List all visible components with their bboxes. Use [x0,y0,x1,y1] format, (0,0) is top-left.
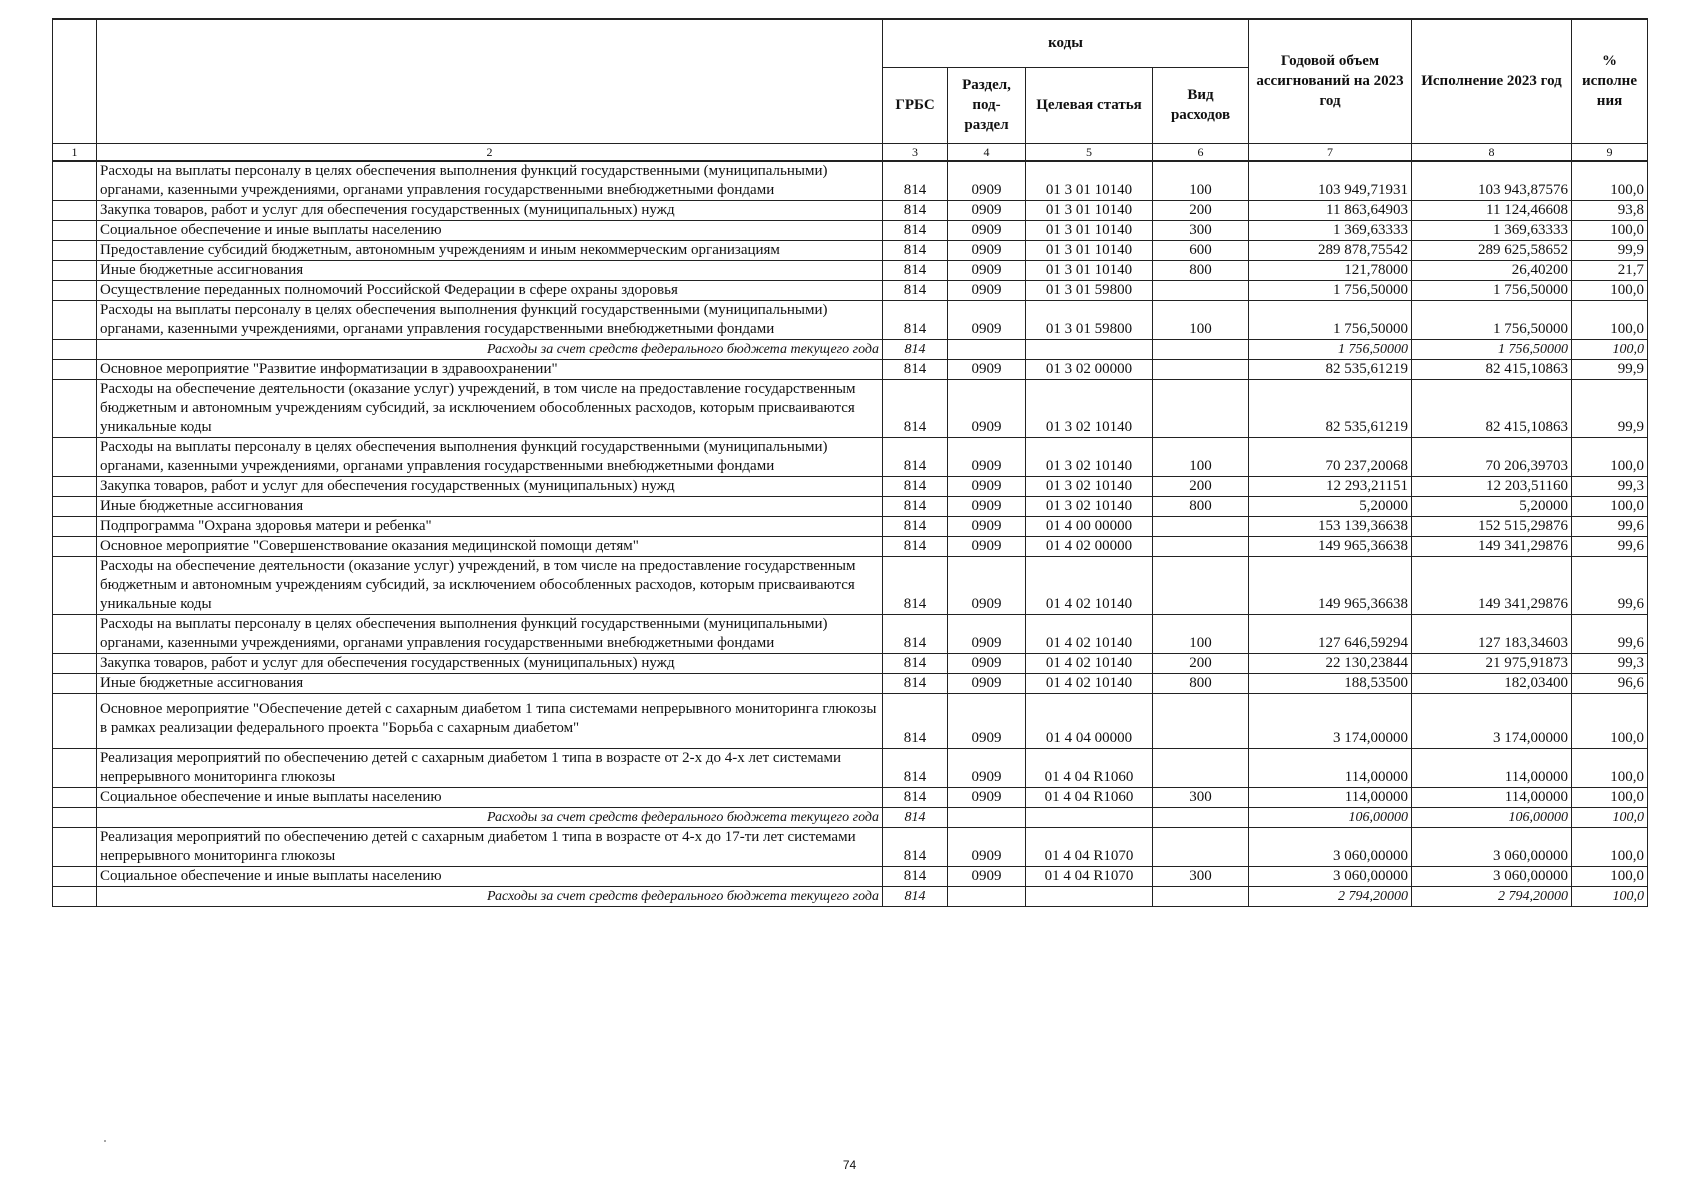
cell-vid [1153,379,1249,437]
cell-razdel: 0909 [948,536,1026,556]
table-row [53,260,1648,280]
cell-percent: 99,6 [1572,556,1648,614]
header-annual-volume: Годовой объем ассигнований на 2023 год [1249,19,1412,143]
cell-percent: 99,3 [1572,476,1648,496]
cell-vid: 200 [1153,653,1249,673]
cell-tselevaya [1026,886,1153,906]
cell-num [53,807,97,827]
cell-razdel [948,339,1026,359]
header-tselevaya: Целевая статья [1026,67,1153,143]
cell-num [53,556,97,614]
cell-percent: 100,0 [1572,693,1648,748]
cell-vid: 300 [1153,866,1249,886]
cell-execution: 1 756,50000 [1412,280,1572,300]
cell-vid: 100 [1153,300,1249,339]
page-number: 74 [842,1158,857,1172]
cell-tselevaya: 01 3 02 10140 [1026,496,1153,516]
table-row [53,240,1648,260]
cell-expense-name: Социальное обеспечение и иные выплаты населению [97,220,883,240]
cell-percent: 99,6 [1572,516,1648,536]
table-row [53,673,1648,693]
cell-percent: 99,3 [1572,653,1648,673]
cell-execution: 11 124,46608 [1412,200,1572,220]
cell-num [53,886,97,906]
table-row [53,614,1648,653]
cell-razdel: 0909 [948,280,1026,300]
cell-execution: 127 183,34603 [1412,614,1572,653]
cell-num [53,359,97,379]
cell-razdel: 0909 [948,240,1026,260]
cell-execution: 114,00000 [1412,748,1572,787]
cell-num [53,339,97,359]
cell-tselevaya [1026,339,1153,359]
cell-percent: 100,0 [1572,437,1648,476]
cell-grbs: 814 [883,496,948,516]
cell-execution: 26,40200 [1412,260,1572,280]
cell-percent: 99,6 [1572,536,1648,556]
cell-vid [1153,536,1249,556]
cell-vid: 200 [1153,200,1249,220]
cell-vid [1153,556,1249,614]
cell-grbs: 814 [883,556,948,614]
cell-vid [1153,886,1249,906]
cell-tselevaya: 01 3 01 59800 [1026,280,1153,300]
cell-annual-volume: 3 174,00000 [1249,693,1412,748]
cell-percent: 99,6 [1572,614,1648,653]
cell-expense-name: Расходы на выплаты персоналу в целях обеспечения выполнения функций государственными (муниципальными) органами, казенными учреждениями, органами управления государственными внебюджетными фондами [97,437,883,476]
header-blank-col1 [53,19,97,143]
column-number: 1 [53,143,97,161]
cell-num [53,673,97,693]
cell-annual-volume: 82 535,61219 [1249,359,1412,379]
cell-expense-name: Иные бюджетные ассигнования [97,673,883,693]
cell-grbs: 814 [883,516,948,536]
cell-razdel: 0909 [948,379,1026,437]
table-row [53,359,1648,379]
cell-grbs: 814 [883,536,948,556]
column-number: 6 [1153,143,1249,161]
table-row [53,748,1648,787]
cell-expense-name: Социальное обеспечение и иные выплаты населению [97,866,883,886]
cell-annual-volume: 5,20000 [1249,496,1412,516]
cell-tselevaya: 01 4 04 R1060 [1026,787,1153,807]
cell-grbs: 814 [883,280,948,300]
cell-percent: 21,7 [1572,260,1648,280]
cell-grbs: 814 [883,614,948,653]
cell-annual-volume: 188,53500 [1249,673,1412,693]
cell-expense-name: Расходы на выплаты персоналу в целях обеспечения выполнения функций государственными (муниципальными) органами, казенными учреждениями, органами управления государственными внебюджетными фондами [97,614,883,653]
cell-percent: 100,0 [1572,866,1648,886]
cell-vid [1153,807,1249,827]
cell-execution: 21 975,91873 [1412,653,1572,673]
column-number-row [53,143,1648,161]
header-razdel: Раздел, под-раздел [948,67,1026,143]
table-row [53,496,1648,516]
cell-vid: 800 [1153,496,1249,516]
cell-execution: 289 625,58652 [1412,240,1572,260]
cell-execution: 5,20000 [1412,496,1572,516]
cell-percent: 100,0 [1572,748,1648,787]
cell-expense-name: Расходы на обеспечение деятельности (оказание услуг) учреждений, в том числе на предоставление государственным бюджетным и автономным учреждениям субсидий, за исключением обособленных расходов, которым присваиваются уникальные коды [97,556,883,614]
cell-num [53,161,97,201]
cell-grbs: 814 [883,339,948,359]
cell-num [53,693,97,748]
cell-annual-volume: 289 878,75542 [1249,240,1412,260]
cell-razdel: 0909 [948,787,1026,807]
cell-execution: 3 060,00000 [1412,866,1572,886]
cell-vid [1153,339,1249,359]
cell-num [53,200,97,220]
cell-annual-volume: 82 535,61219 [1249,379,1412,437]
cell-execution: 149 341,29876 [1412,556,1572,614]
cell-expense-name: Закупка товаров, работ и услуг для обеспечения государственных (муниципальных) нужд [97,200,883,220]
header-grbs: ГРБС [883,67,948,143]
column-number: 7 [1249,143,1412,161]
cell-expense-name: Основное мероприятие "Обеспечение детей с сахарным диабетом 1 типа системами непрерывного мониторинга глюкозы в рамках реализации федерального проекта "Борьба с сахарным диабетом" [97,693,883,748]
cell-annual-volume: 22 130,23844 [1249,653,1412,673]
cell-vid: 100 [1153,437,1249,476]
cell-annual-volume: 70 237,20068 [1249,437,1412,476]
cell-annual-volume: 103 949,71931 [1249,161,1412,201]
table-body [53,161,1648,907]
column-number: 4 [948,143,1026,161]
cell-grbs: 814 [883,653,948,673]
column-number: 5 [1026,143,1153,161]
cell-percent: 100,0 [1572,300,1648,339]
cell-num [53,653,97,673]
cell-tselevaya: 01 4 04 00000 [1026,693,1153,748]
table-row [53,161,1648,201]
cell-grbs: 814 [883,476,948,496]
cell-percent: 100,0 [1572,339,1648,359]
cell-razdel [948,807,1026,827]
cell-percent: 99,9 [1572,359,1648,379]
cell-vid: 300 [1153,787,1249,807]
federal-budget-row [53,339,1648,359]
federal-budget-row [53,807,1648,827]
cell-execution: 149 341,29876 [1412,536,1572,556]
table-row [53,437,1648,476]
cell-grbs: 814 [883,359,948,379]
cell-annual-volume: 1 369,63333 [1249,220,1412,240]
cell-num [53,516,97,536]
cell-num [53,300,97,339]
cell-tselevaya: 01 3 02 00000 [1026,359,1153,379]
cell-grbs: 814 [883,161,948,201]
cell-grbs: 814 [883,748,948,787]
cell-razdel: 0909 [948,556,1026,614]
cell-expense-name: Иные бюджетные ассигнования [97,496,883,516]
table-header [53,19,1648,161]
cell-expense-name: Подпрограмма "Охрана здоровья матери и ребенка" [97,516,883,536]
cell-tselevaya: 01 4 02 10140 [1026,614,1153,653]
cell-num [53,748,97,787]
budget-table-container [52,18,1647,907]
cell-num [53,437,97,476]
cell-expense-name: Расходы за счет средств федерального бюджета текущего года [97,886,883,906]
cell-tselevaya: 01 4 02 10140 [1026,673,1153,693]
cell-grbs: 814 [883,807,948,827]
cell-vid: 100 [1153,161,1249,201]
cell-percent: 100,0 [1572,787,1648,807]
cell-execution: 152 515,29876 [1412,516,1572,536]
cell-execution: 12 203,51160 [1412,476,1572,496]
cell-num [53,379,97,437]
table-row [53,787,1648,807]
cell-annual-volume: 11 863,64903 [1249,200,1412,220]
cell-tselevaya: 01 4 04 R1070 [1026,827,1153,866]
cell-execution: 82 415,10863 [1412,359,1572,379]
cell-tselevaya [1026,807,1153,827]
cell-num [53,260,97,280]
cell-num [53,827,97,866]
cell-tselevaya: 01 4 04 R1070 [1026,866,1153,886]
cell-vid [1153,359,1249,379]
cell-annual-volume: 149 965,36638 [1249,556,1412,614]
cell-percent: 100,0 [1572,220,1648,240]
cell-grbs: 814 [883,200,948,220]
cell-tselevaya: 01 3 01 10140 [1026,200,1153,220]
cell-grbs: 814 [883,437,948,476]
cell-razdel: 0909 [948,866,1026,886]
column-number: 3 [883,143,948,161]
cell-expense-name: Расходы на выплаты персоналу в целях обеспечения выполнения функций государственными (муниципальными) органами, казенными учреждениями, органами управления государственными внебюджетными фондами [97,161,883,201]
cell-grbs: 814 [883,866,948,886]
cell-grbs: 814 [883,673,948,693]
cell-grbs: 814 [883,787,948,807]
column-number: 9 [1572,143,1648,161]
table-row [53,516,1648,536]
cell-percent: 100,0 [1572,886,1648,906]
table-row [53,536,1648,556]
cell-percent: 99,9 [1572,240,1648,260]
cell-percent: 93,8 [1572,200,1648,220]
cell-razdel: 0909 [948,748,1026,787]
cell-num [53,280,97,300]
cell-expense-name: Основное мероприятие "Совершенствование оказания медицинской помощи детям" [97,536,883,556]
cell-annual-volume: 121,78000 [1249,260,1412,280]
cell-tselevaya: 01 3 02 10140 [1026,476,1153,496]
cell-num [53,496,97,516]
cell-grbs: 814 [883,693,948,748]
cell-expense-name: Реализация мероприятий по обеспечению детей с сахарным диабетом 1 типа в возрасте от 2-х до 4-х лет системами непрерывного мониторинга глюкозы [97,748,883,787]
cell-grbs: 814 [883,379,948,437]
cell-expense-name: Иные бюджетные ассигнования [97,260,883,280]
cell-vid [1153,693,1249,748]
cell-tselevaya: 01 4 04 R1060 [1026,748,1153,787]
cell-razdel: 0909 [948,200,1026,220]
cell-vid: 300 [1153,220,1249,240]
cell-razdel: 0909 [948,260,1026,280]
cell-razdel: 0909 [948,476,1026,496]
cell-tselevaya: 01 3 01 10140 [1026,260,1153,280]
cell-annual-volume: 1 756,50000 [1249,300,1412,339]
cell-annual-volume: 153 139,36638 [1249,516,1412,536]
cell-tselevaya: 01 3 01 10140 [1026,240,1153,260]
cell-expense-name: Предоставление субсидий бюджетным, автономным учреждениям и иным некоммерческим организациям [97,240,883,260]
table-row [53,200,1648,220]
cell-tselevaya: 01 4 00 00000 [1026,516,1153,536]
cell-execution: 1 756,50000 [1412,300,1572,339]
cell-annual-volume: 114,00000 [1249,787,1412,807]
cell-razdel [948,886,1026,906]
cell-percent: 100,0 [1572,827,1648,866]
cell-num [53,536,97,556]
cell-expense-name: Закупка товаров, работ и услуг для обеспечения государственных (муниципальных) нужд [97,476,883,496]
cell-expense-name: Расходы на выплаты персоналу в целях обеспечения выполнения функций государственными (муниципальными) органами, казенными учреждениями, органами управления государственными внебюджетными фондами [97,300,883,339]
cell-annual-volume: 3 060,00000 [1249,866,1412,886]
cell-execution: 2 794,20000 [1412,886,1572,906]
cell-percent: 100,0 [1572,496,1648,516]
cell-tselevaya: 01 4 02 10140 [1026,556,1153,614]
cell-grbs: 814 [883,220,948,240]
table-row [53,220,1648,240]
cell-execution: 1 369,63333 [1412,220,1572,240]
cell-vid [1153,516,1249,536]
cell-percent: 100,0 [1572,280,1648,300]
cell-execution: 70 206,39703 [1412,437,1572,476]
cell-execution: 114,00000 [1412,787,1572,807]
cell-expense-name: Осуществление переданных полномочий Российской Федерации в сфере охраны здоровья [97,280,883,300]
cell-grbs: 814 [883,240,948,260]
table-row [53,866,1648,886]
cell-vid: 800 [1153,673,1249,693]
cell-percent: 100,0 [1572,161,1648,201]
cell-num [53,787,97,807]
cell-num [53,476,97,496]
cell-execution: 182,03400 [1412,673,1572,693]
cell-annual-volume: 1 756,50000 [1249,339,1412,359]
cell-vid: 200 [1153,476,1249,496]
cell-tselevaya: 01 3 01 10140 [1026,161,1153,201]
cell-grbs: 814 [883,827,948,866]
cell-razdel: 0909 [948,437,1026,476]
cell-execution: 3 174,00000 [1412,693,1572,748]
table-row [53,827,1648,866]
cell-annual-volume: 149 965,36638 [1249,536,1412,556]
cell-grbs: 814 [883,300,948,339]
cell-razdel: 0909 [948,161,1026,201]
cell-razdel: 0909 [948,359,1026,379]
cell-razdel: 0909 [948,673,1026,693]
cell-execution: 3 060,00000 [1412,827,1572,866]
cell-expense-name: Закупка товаров, работ и услуг для обеспечения государственных (муниципальных) нужд [97,653,883,673]
cell-expense-name: Реализация мероприятий по обеспечению детей с сахарным диабетом 1 типа в возрасте от 4-х до 17-ти лет системами непрерывного мониторинга глюкозы [97,827,883,866]
cell-tselevaya: 01 3 02 10140 [1026,379,1153,437]
cell-expense-name: Расходы за счет средств федерального бюджета текущего года [97,339,883,359]
table-row [53,476,1648,496]
budget-execution-table [52,18,1648,907]
cell-expense-name: Основное мероприятие "Развитие информатизации в здравоохранении" [97,359,883,379]
cell-annual-volume: 106,00000 [1249,807,1412,827]
table-row [53,300,1648,339]
column-number: 8 [1412,143,1572,161]
cell-percent: 100,0 [1572,807,1648,827]
cell-razdel: 0909 [948,220,1026,240]
cell-num [53,220,97,240]
scan-speck [104,1140,106,1142]
cell-tselevaya: 01 3 02 10140 [1026,437,1153,476]
header-codes: коды [883,19,1249,67]
cell-expense-name: Расходы за счет средств федерального бюджета текущего года [97,807,883,827]
cell-vid [1153,280,1249,300]
cell-execution: 103 943,87576 [1412,161,1572,201]
cell-annual-volume: 114,00000 [1249,748,1412,787]
cell-num [53,240,97,260]
column-number: 2 [97,143,883,161]
cell-tselevaya: 01 4 02 10140 [1026,653,1153,673]
cell-grbs: 814 [883,260,948,280]
cell-vid: 600 [1153,240,1249,260]
federal-budget-row [53,886,1648,906]
cell-vid [1153,827,1249,866]
table-row [53,556,1648,614]
cell-razdel: 0909 [948,827,1026,866]
cell-execution: 1 756,50000 [1412,339,1572,359]
cell-expense-name: Социальное обеспечение и иные выплаты населению [97,787,883,807]
header-execution: Исполнение 2023 год [1412,19,1572,143]
cell-vid: 800 [1153,260,1249,280]
cell-tselevaya: 01 3 01 10140 [1026,220,1153,240]
cell-razdel: 0909 [948,693,1026,748]
table-row [53,653,1648,673]
cell-annual-volume: 12 293,21151 [1249,476,1412,496]
cell-razdel: 0909 [948,300,1026,339]
header-vid: Вид расходов [1153,67,1249,143]
cell-razdel: 0909 [948,614,1026,653]
cell-annual-volume: 2 794,20000 [1249,886,1412,906]
cell-razdel: 0909 [948,653,1026,673]
cell-num [53,866,97,886]
cell-percent: 99,9 [1572,379,1648,437]
cell-vid [1153,748,1249,787]
cell-tselevaya: 01 3 01 59800 [1026,300,1153,339]
cell-vid: 100 [1153,614,1249,653]
cell-annual-volume: 127 646,59294 [1249,614,1412,653]
cell-grbs: 814 [883,886,948,906]
table-row [53,693,1648,748]
cell-razdel: 0909 [948,496,1026,516]
cell-execution: 82 415,10863 [1412,379,1572,437]
cell-expense-name: Расходы на обеспечение деятельности (оказание услуг) учреждений, в том числе на предоставление государственным бюджетным и автономным учреждениям субсидий, за исключением обособленных расходов, которым присваиваются уникальные коды [97,379,883,437]
header-blank-col2 [97,19,883,143]
cell-num [53,614,97,653]
table-row [53,379,1648,437]
cell-tselevaya: 01 4 02 00000 [1026,536,1153,556]
cell-execution: 106,00000 [1412,807,1572,827]
cell-annual-volume: 3 060,00000 [1249,827,1412,866]
table-row [53,280,1648,300]
cell-razdel: 0909 [948,516,1026,536]
header-percent: % исполне ния [1572,19,1648,143]
cell-annual-volume: 1 756,50000 [1249,280,1412,300]
cell-percent: 96,6 [1572,673,1648,693]
